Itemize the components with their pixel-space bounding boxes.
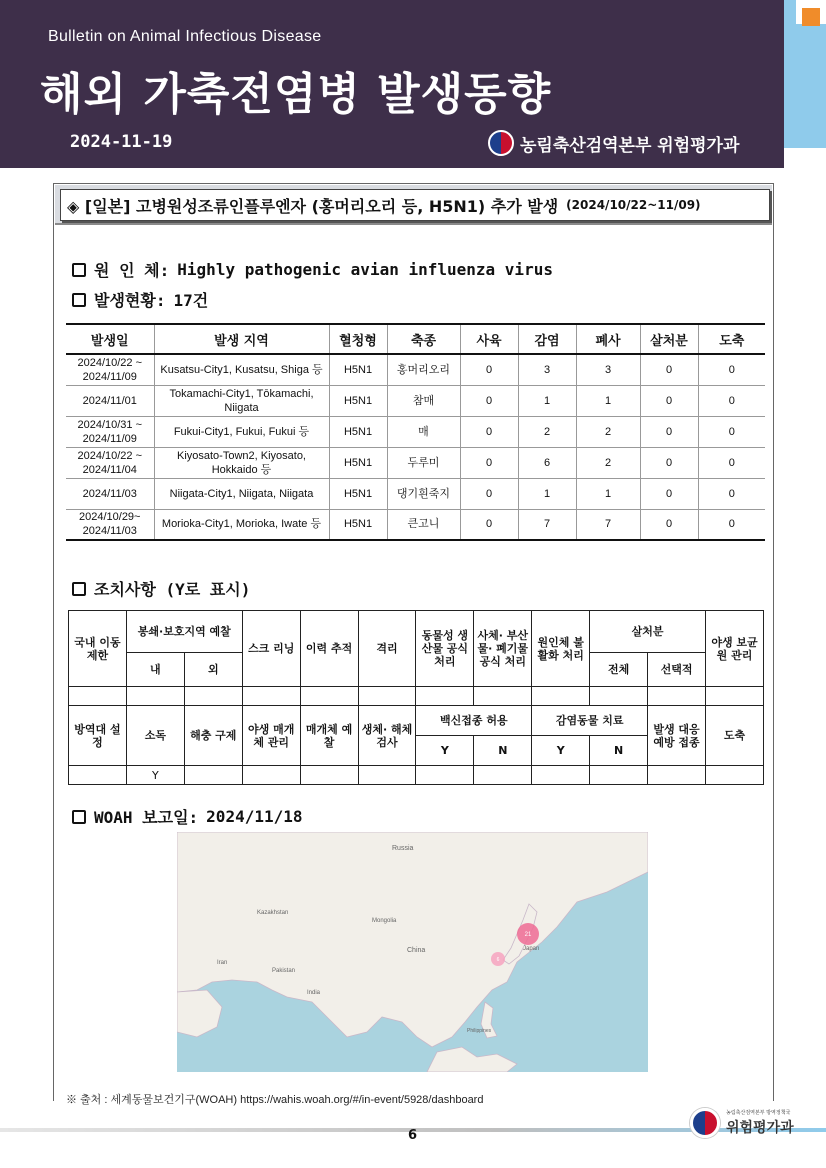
mark-cell — [416, 687, 474, 706]
cell-date: 2024/10/31 ~ 2024/11/09 — [66, 416, 154, 447]
measures-line — [72, 577, 250, 600]
column-header: 발생일 — [66, 324, 154, 354]
cell-serotype: H5N1 — [329, 447, 387, 478]
measures-title: 조치사항 (Y로 표시) — [94, 580, 251, 599]
table-row — [66, 447, 765, 478]
cell-dead: 1 — [576, 385, 640, 416]
header-zone-outside: 외 — [184, 653, 242, 687]
mark-cell — [69, 687, 127, 706]
header-pathogen-inactivation: 원인체 불활화 처리 — [532, 611, 590, 687]
mark-cell — [126, 687, 184, 706]
mark-cell — [705, 687, 763, 706]
cell-region: Morioka-City1, Morioka, Iwate 등 — [154, 509, 329, 540]
header-wild-reservoir: 야생 보균원 관리 — [705, 611, 763, 687]
pathogen-line — [72, 258, 553, 281]
woah-label: WOAH 보고일: — [94, 808, 199, 827]
outbreak-table-body — [66, 354, 765, 540]
cell-infected: 2 — [518, 416, 576, 447]
mark-cell — [648, 687, 706, 706]
mark-cell — [532, 687, 590, 706]
org-logo — [488, 130, 739, 156]
cell-culled: 0 — [640, 416, 698, 447]
cell-raised: 0 — [460, 509, 518, 540]
mark-cell — [69, 766, 127, 785]
bulletin-title: 해외 가축전염병 발생동향 — [40, 69, 552, 120]
pathogen-label: 원 인 체: — [94, 261, 170, 280]
cell-dead: 7 — [576, 509, 640, 540]
section-heading — [60, 189, 770, 221]
table-row — [66, 509, 765, 540]
header-wild-vector: 야생 매개체 관리 — [242, 706, 300, 766]
cell-date: 2024/11/03 — [66, 478, 154, 509]
column-header: 혈청형 — [329, 324, 387, 354]
map-label: Pakistan — [272, 968, 296, 974]
column-header: 도축 — [698, 324, 765, 354]
column-header: 감염 — [518, 324, 576, 354]
header-preventive-vaccination: 발생 대응 예방 접종 — [648, 706, 706, 766]
mark-cell — [474, 766, 532, 785]
mark-cell — [358, 687, 416, 706]
header-traceability: 이력 추적 — [300, 611, 358, 687]
map-landmass-southeast — [427, 1047, 517, 1072]
mark-cell — [474, 687, 532, 706]
header-culling: 살처분 — [590, 611, 706, 653]
header-cull-all: 전체 — [590, 653, 648, 687]
marker-count: 6 — [496, 957, 500, 963]
header-pest-control: 해충 구제 — [184, 706, 242, 766]
header-vaccine-y: Y — [416, 736, 474, 766]
header-vector-surveillance: 매개체 예찰 — [300, 706, 358, 766]
column-header: 사육 — [460, 324, 518, 354]
map-landmass-arabia — [177, 990, 222, 1037]
cell-infected: 6 — [518, 447, 576, 478]
mark-cell — [358, 766, 416, 785]
cell-infected: 1 — [518, 478, 576, 509]
outbreak-marker-large[interactable] — [517, 923, 539, 945]
cell-species: 참매 — [387, 385, 460, 416]
cell-serotype: H5N1 — [329, 354, 387, 385]
cell-dead: 2 — [576, 447, 640, 478]
government-emblem-icon — [488, 130, 514, 156]
cell-serotype: H5N1 — [329, 385, 387, 416]
mark-cell — [242, 766, 300, 785]
map-label: India — [307, 990, 321, 996]
status-value: 17건 — [173, 291, 209, 310]
header-vaccination: 백신접종 허용 — [416, 706, 532, 736]
mark-cell — [416, 766, 474, 785]
header-cull-selective: 선택적 — [648, 653, 706, 687]
cell-date: 2024/10/22 ~ 2024/11/09 — [66, 354, 154, 385]
cell-region: Kiyosato-Town2, Kiyosato, Hokkaido 등 — [154, 447, 329, 478]
cell-region: Tokamachi-City1, Tōkamachi, Niigata — [154, 385, 329, 416]
checkbox-square-icon — [72, 263, 86, 277]
table-header-row — [66, 324, 765, 354]
measures-row-2 — [69, 766, 764, 785]
cell-serotype: H5N1 — [329, 478, 387, 509]
government-emblem-icon — [690, 1108, 720, 1138]
mark-cell — [300, 766, 358, 785]
outbreak-marker-small[interactable] — [491, 952, 505, 966]
section-heading-text: ◈ [일본] 고병원성조류인플루엔자 (홍머리오리 등, H5N1) 추가 발생 — [67, 196, 559, 216]
page-number: 6 — [408, 1128, 418, 1143]
footer-org-small: 농림축산검역본부 방역정책국 — [726, 1109, 791, 1116]
cell-region: Fukui-City1, Fukui, Fukui 등 — [154, 416, 329, 447]
mark-cell — [532, 766, 590, 785]
marker-count: 21 — [524, 932, 532, 938]
map-label: Kazakhstan — [257, 910, 289, 916]
header-quarantine-zone: 방역대 설정 — [69, 706, 127, 766]
map-label: Philippines — [467, 1028, 492, 1034]
cell-date: 2024/10/22 ~ 2024/11/04 — [66, 447, 154, 478]
cell-culled: 0 — [640, 354, 698, 385]
mark-cell — [648, 766, 706, 785]
cell-dead: 3 — [576, 354, 640, 385]
section-heading-period: (2024/10/22~11/09) — [566, 198, 701, 212]
cell-raised: 0 — [460, 385, 518, 416]
mark-cell: Y — [126, 766, 184, 785]
cell-slaughtered: 0 — [698, 447, 765, 478]
checkbox-square-icon — [72, 293, 86, 307]
cell-serotype: H5N1 — [329, 416, 387, 447]
cell-species: 홍머리오리 — [387, 354, 460, 385]
map-label: Japan — [523, 946, 540, 952]
cell-region: Niigata-City1, Niigata, Niigata — [154, 478, 329, 509]
cell-infected: 1 — [518, 385, 576, 416]
cell-slaughtered: 0 — [698, 509, 765, 540]
header-zone-surveillance: 봉쇄·보호지역 예찰 — [126, 611, 242, 653]
mark-cell — [300, 687, 358, 706]
cell-serotype: H5N1 — [329, 509, 387, 540]
cell-date: 2024/10/29~ 2024/11/03 — [66, 509, 154, 540]
map-label: Iran — [217, 960, 228, 966]
map-label: Russia — [392, 845, 414, 852]
cell-infected: 3 — [518, 354, 576, 385]
cell-slaughtered: 0 — [698, 478, 765, 509]
column-header: 폐사 — [576, 324, 640, 354]
mark-cell — [242, 687, 300, 706]
woah-line — [72, 805, 303, 828]
pathogen-value: Highly pathogenic avian influenza virus — [177, 260, 553, 279]
header-treatment: 감염동물 치료 — [532, 706, 648, 736]
measures-row-1 — [69, 687, 764, 706]
cell-date: 2024/11/01 — [66, 385, 154, 416]
table-row — [66, 385, 765, 416]
map-label: Mongolia — [372, 918, 397, 924]
cell-culled: 0 — [640, 447, 698, 478]
header-domestic-restriction: 국내 이동 제한 — [69, 611, 127, 687]
cell-species: 두루미 — [387, 447, 460, 478]
mark-cell — [184, 687, 242, 706]
bulletin-subtitle: Bulletin on Animal Infectious Disease — [48, 28, 322, 45]
cell-species: 매 — [387, 416, 460, 447]
map-canvas — [177, 832, 648, 1072]
column-header: 축종 — [387, 324, 460, 354]
cell-slaughtered: 0 — [698, 354, 765, 385]
header-animal-product: 동물성 생산물 공식 처리 — [416, 611, 474, 687]
checkbox-square-icon — [72, 810, 86, 824]
bulletin-date: 2024-11-19 — [70, 132, 173, 152]
map-label: China — [407, 947, 426, 954]
cell-raised: 0 — [460, 447, 518, 478]
table-row — [66, 416, 765, 447]
header-treatment-n: N — [590, 736, 648, 766]
source-note: ※ 출처 : 세계동물보건기구(WOAH) https://wahis.woah.org/#/in-event/5928/dashboard — [66, 1094, 484, 1106]
cell-culled: 0 — [640, 385, 698, 416]
map-landmass-asia — [177, 832, 648, 1047]
cell-raised: 0 — [460, 416, 518, 447]
header-isolation: 격리 — [358, 611, 416, 687]
cell-slaughtered: 0 — [698, 416, 765, 447]
cell-slaughtered: 0 — [698, 385, 765, 416]
cell-culled: 0 — [640, 478, 698, 509]
cell-region: Kusatsu-City1, Kusatsu, Shiga 등 — [154, 354, 329, 385]
cell-species: 큰고니 — [387, 509, 460, 540]
footer-org-name: 위험평가과 — [726, 1119, 794, 1136]
cell-raised: 0 — [460, 478, 518, 509]
column-header: 살처분 — [640, 324, 698, 354]
header-treatment-y: Y — [532, 736, 590, 766]
cell-culled: 0 — [640, 509, 698, 540]
header-screening: 스크 리닝 — [242, 611, 300, 687]
column-header: 발생 지역 — [154, 324, 329, 354]
header-vaccine-n: N — [474, 736, 532, 766]
cell-infected: 7 — [518, 509, 576, 540]
cell-dead: 2 — [576, 416, 640, 447]
measures-table — [68, 610, 764, 785]
org-name: 농림축산검역본부 위험평가과 — [520, 135, 740, 156]
status-line — [72, 288, 208, 311]
table-row — [66, 354, 765, 385]
footer-logo — [690, 1108, 794, 1138]
cell-raised: 0 — [460, 354, 518, 385]
cell-dead: 1 — [576, 478, 640, 509]
cell-species: 댕기흰죽지 — [387, 478, 460, 509]
mark-cell — [590, 687, 648, 706]
header-decoration-square — [802, 8, 820, 26]
outbreak-table — [66, 323, 765, 541]
header-slaughter: 도축 — [705, 706, 763, 766]
header-zone-inside: 내 — [126, 653, 184, 687]
header-disinfection: 소독 — [126, 706, 184, 766]
mark-cell — [184, 766, 242, 785]
woah-date: 2024/11/18 — [206, 807, 303, 826]
mark-cell — [705, 766, 763, 785]
header-carcass-disposal: 사체· 부산물· 폐기물 공식 처리 — [474, 611, 532, 687]
checkbox-square-icon — [72, 582, 86, 596]
status-label: 발생현황: — [94, 291, 166, 310]
table-row — [66, 478, 765, 509]
mark-cell — [590, 766, 648, 785]
header-bio-inspection: 생체· 해체 검사 — [358, 706, 416, 766]
outbreak-map[interactable] — [177, 832, 648, 1072]
